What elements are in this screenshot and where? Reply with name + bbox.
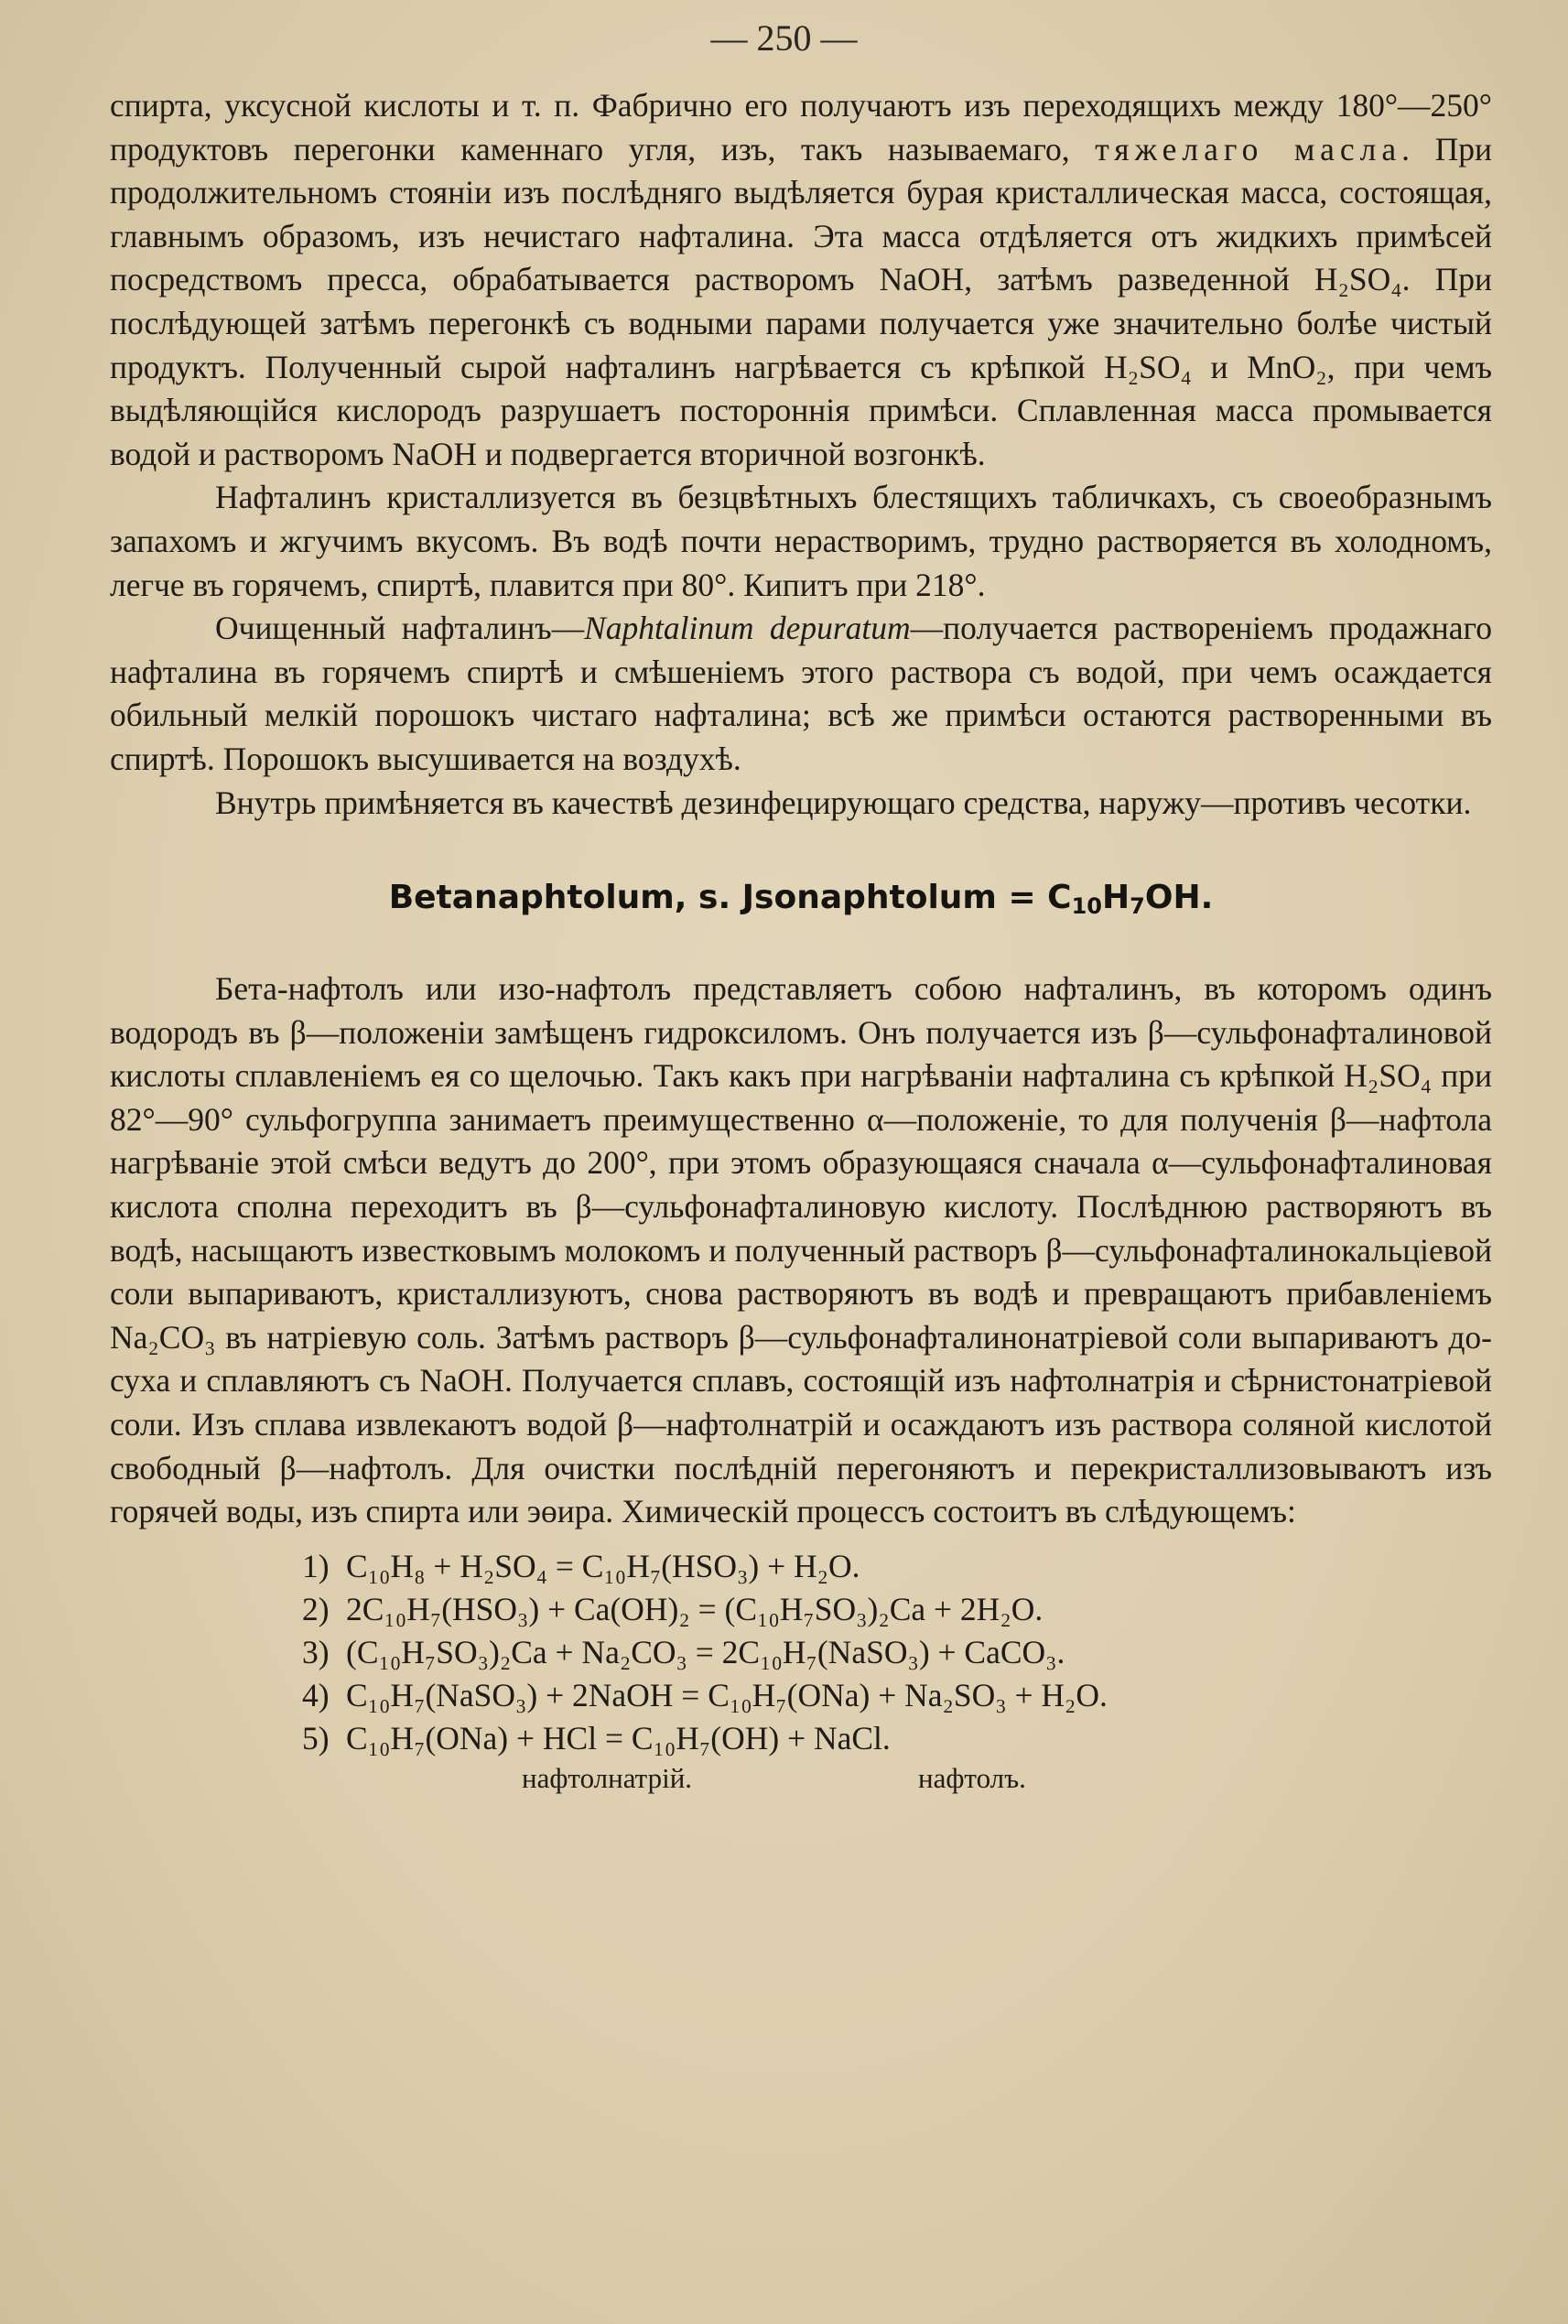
equation-formula: C₁₀H₇(NaSO₃) + 2NaOH = C₁₀H₇(ONa) + Na₂SO₃ + H₂O. (346, 1676, 1108, 1713)
equation-2 (302, 1588, 1492, 1631)
paragraph-production-text: спирта, уксусной кислоты и т. п. Фабрично его получаютъ изъ переходящихъ между 180°—250° продуктовъ перегонки каменнаго угля, изъ, такъ называемаго, (110, 87, 1492, 168)
equation-5 (302, 1717, 1492, 1760)
paragraph-crystallization: Нафталинъ кристаллизуется въ безцвѣтныхъ блестящихъ табличкахъ, съ своеобразнымъ запахомъ и жгучимъ вкусомъ. Въ водѣ почти нерастворимъ, трудно растворяется въ холодномъ, легче въ горячемъ, спиртѣ, плавится при 80°. Кипитъ при 218°. (110, 479, 1492, 603)
page-number: — 250 — (710, 17, 858, 59)
heading-mid: H (1102, 879, 1130, 917)
equation-number: 2) (302, 1590, 330, 1627)
paragraph-betanaphtol: Бета-нафтолъ или изо-нафтолъ представляетъ собою нафталинъ, въ которомъ одинъ водородъ въ β—положенiи замѣщенъ гидроксиломъ. Онъ получается изъ β—сульфонафталиновой кислоты сплавленiемъ ея со щелочью. Такъ какъ при нагрѣванiи нафталина съ крѣпкой H₂SO₄ при 82°—90° сульфогруппа занимаетъ преимущественно α—положенiе, то для полученiя β—нафтола нагрѣванiе этой смѣси ведутъ до 200°, при этомъ образующаяся сначала α—сульфонафталиновая кислота сполна переходитъ въ β—сульфонафталиновую кислоту. Послѣднюю растворяютъ въ водѣ, насыщаютъ известковымъ молокомъ и полученный растворъ β—сульфонафталинокальцiевой соли выпариваютъ, кристаллизуютъ, снова растворяютъ въ водѣ и превращаютъ прибавленiемъ Na₂CO₃ въ натрiевую соль. Затѣмъ растворъ β—сульфонафталинонатрiевой соли выпариваютъ до-суха и сплавляютъ съ NaOH. Получается сплавъ, состоящiй изъ нафтолнатрiя и сѣрнистонатрiевой соли. Изъ сплава извлекаютъ водой β—нафтолнатрiй и осаждаютъ изъ раствора соляной кислотой свободный β—нафтолъ. Для очистки послѣднiй перегоняютъ и перекристаллизовываютъ изъ горячей воды, изъ спирта или эөира. Химическiй процессъ состоитъ въ слѣдующемъ: (110, 970, 1492, 1530)
equation-3 (302, 1631, 1492, 1674)
heading-sub-2: 7 (1130, 893, 1145, 920)
paragraph-usage: Внутрь примѣняется въ качествѣ дезинфецирующаго средства, наружу—противъ чесотки. (215, 784, 1472, 821)
paragraph-production-emphasis: тяжелаго масла (1095, 130, 1402, 168)
paragraph-production (110, 84, 1492, 476)
section-heading (110, 874, 1492, 922)
equation-formula: (C₁₀H₇SO₃)₂Ca + Na₂CO₃ = 2C₁₀H₇(NaSO₃) + CaCO₃. (346, 1633, 1065, 1670)
paragraph-purified (110, 607, 1492, 781)
equation-captions (302, 1760, 1492, 1800)
equation-formula: 2C₁₀H₇(HSO₃) + Ca(OH)₂ = (C₁₀H₇SO₃)₂Ca + 2H₂O. (346, 1590, 1044, 1627)
equation-list (302, 1545, 1492, 1800)
paragraph-production-text-after: . При продолжительномъ стоянiи изъ послѣдняго выдѣляется бурая кристаллическая масса, состоящая, главнымъ образомъ, изъ нечистаго нафталина. Эта масса отдѣляется отъ жидкихъ примѣсей посредствомъ пресса, обрабатывается растворомъ NaOH, затѣмъ разведенной H₂SO₄. При послѣдующей затѣмъ перегонкѣ съ водными парами получается уже значительно болѣе чистый продуктъ. Полученный сырой нафталинъ нагрѣвается съ крѣпкой H₂SO₄ и MnO₂, при чемъ выдѣляющiйся кислородъ разрушаетъ постороннiя примѣси. Сплавленная масса промывается водой и растворомъ NaOH и подвергается вторичной возгонкѣ. (110, 130, 1493, 472)
equation-formula: C₁₀H₈ + H₂SO₄ = C₁₀H₇(HSO₃) + H₂O. (346, 1547, 860, 1584)
equation-formula: C₁₀H₇(ONa) + HCl = C₁₀H₇(OH) + NaCl. (346, 1719, 891, 1757)
equation-number: 4) (302, 1676, 330, 1713)
equation-number: 5) (302, 1719, 330, 1757)
page-body (110, 84, 1492, 1800)
heading-suffix: OH. (1144, 879, 1214, 917)
caption-naphtol: нафтолъ. (918, 1761, 1026, 1794)
heading-prefix: Betanaphtolum, s. Jsonaphtolum = C (388, 879, 1072, 917)
latin-name: Naphtalinum depuratum (584, 610, 911, 647)
caption-naphtol-sodium: нафтолнатрiй. (522, 1761, 693, 1794)
equation-1 (302, 1545, 1492, 1588)
equation-number: 1) (302, 1547, 330, 1584)
equation-4 (302, 1674, 1492, 1717)
heading-sub-1: 10 (1071, 893, 1103, 920)
paragraph-purified-after: —получается растворенiемъ продажнаго нафталина въ горячемъ спиртѣ и смѣшенiемъ этого раствора съ водой, при чемъ осаждается обильный мелкiй порошокъ чистаго нафталина; всѣ же примѣси остаются растворенными въ спиртѣ. Порошокъ высушивается на воздухѣ. (110, 610, 1492, 777)
paragraph-purified-before: Очищенный нафталинъ— (215, 610, 585, 647)
equation-number: 3) (302, 1633, 330, 1670)
